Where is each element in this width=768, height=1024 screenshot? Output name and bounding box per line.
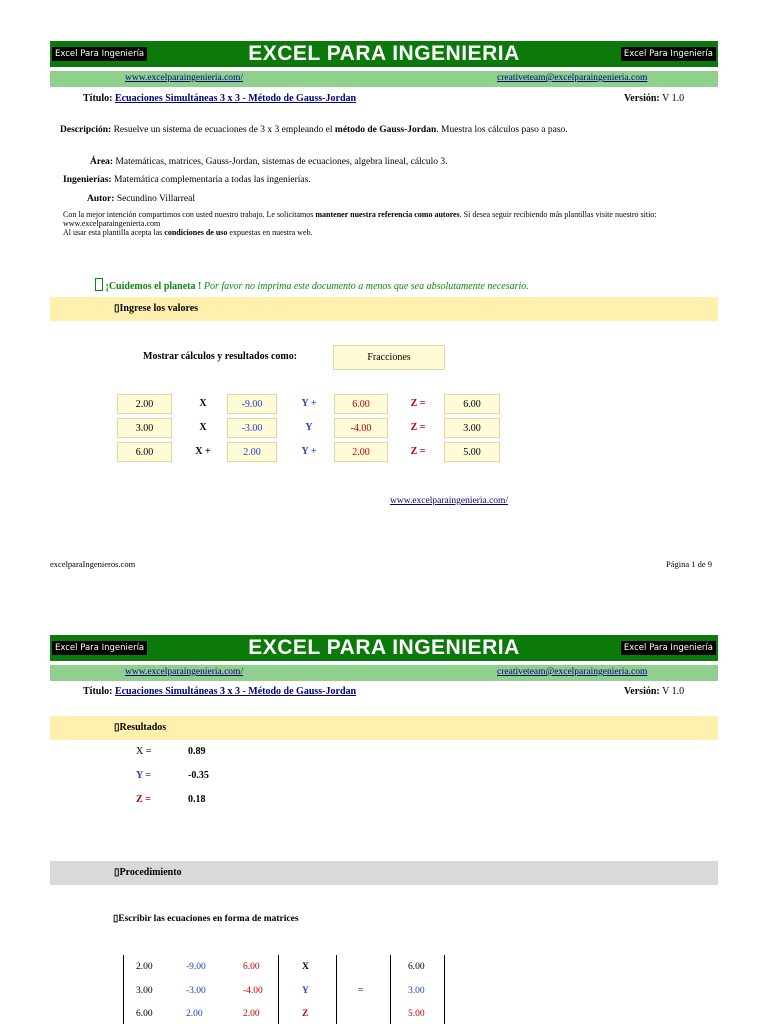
version-value-2: V 1.0: [662, 686, 685, 697]
matrix-bracket-mid: [278, 955, 279, 1024]
matrix-bracket-var: [336, 955, 337, 1024]
var-label-zl-1: Z =: [410, 398, 426, 409]
area-row: [90, 157, 448, 167]
area-value: Matemáticas, matrices, Gauss-Jordan, sistemas de ecuaciones, algebra lineal, cálculo 3.: [115, 157, 448, 167]
coef-input-d-2[interactable]: 3.00: [444, 418, 500, 438]
matrix-cell-d-1: 6.00: [408, 962, 425, 972]
ing-row: [63, 175, 311, 185]
banner-title-2: EXCEL PARA INGENIERIA: [248, 636, 520, 659]
coef-input-a-2[interactable]: 3.00: [117, 418, 172, 438]
coef-input-d-3[interactable]: 5.00: [444, 442, 500, 462]
matrix-cell-d-2: 3.00: [408, 986, 425, 996]
author-value: Secundino Villarreal: [116, 194, 195, 204]
version-row-2: [624, 686, 684, 697]
website-link-2[interactable]: www.excelparaingenieria.com/: [125, 667, 244, 677]
footer-page: Página 1 de 9: [666, 559, 713, 569]
show-as-select[interactable]: Fracciones: [333, 345, 445, 370]
section-procedure: [50, 861, 718, 885]
link-bar-2: [50, 665, 718, 681]
result-y-label: Y =: [136, 770, 152, 781]
matrix-cell-b-2: -3.00: [186, 986, 206, 996]
coef-input-a-1[interactable]: 2.00: [117, 394, 172, 414]
description-text: Resuelve un sistema de ecuaciones de 3 x 3 empleando el: [113, 125, 333, 135]
matrix-bracket-right: [444, 955, 445, 1024]
matrix-cell-v-2: Y: [302, 986, 309, 996]
badge-right-2: Excel Para Ingeniería: [621, 641, 716, 655]
planet-bold: ¡Cuidemos el planeta !: [105, 281, 202, 292]
result-z-label: Z =: [136, 794, 151, 805]
author-label: Autor:: [87, 194, 115, 204]
matrix-cell-c-2: -4.00: [243, 986, 263, 996]
var-label-yl-2: Y: [305, 422, 313, 433]
result-x-value: 0.89: [188, 746, 206, 757]
version-value: V 1.0: [662, 93, 685, 104]
section-procedure-label: ▯Procedimiento: [114, 867, 182, 878]
procedure-subtitle: ▯Escribir las ecuaciones en forma de matrices: [113, 914, 299, 924]
section-inputs: [50, 297, 718, 321]
header-banner: [50, 41, 718, 67]
area-label: Área:: [90, 157, 114, 167]
description-bold: método de Gauss-Jordan: [334, 125, 437, 135]
badge-left: Excel Para Ingeniería: [52, 47, 147, 61]
description-label: Descripción:: [60, 125, 112, 135]
email-link-2[interactable]: creativeteam@excelparaingenieria.com: [497, 667, 648, 677]
planet-italic: Por favor no imprima este documento a menos que sea absolutamente necesario.: [203, 281, 529, 292]
email-link[interactable]: creativeteam@excelparaingenieria.com: [497, 73, 648, 83]
matrix-cell-b-1: -9.00: [186, 962, 206, 972]
matrix-bracket-eq: [390, 955, 391, 1024]
coef-input-c-2[interactable]: -4.00: [334, 418, 388, 438]
notes: [63, 210, 723, 237]
badge-right: Excel Para Ingeniería: [621, 47, 716, 61]
coef-input-c-1[interactable]: 6.00: [334, 394, 388, 414]
matrix-cell-a-3: 6.00: [136, 1009, 153, 1019]
result-y-value: -0.35: [188, 770, 209, 781]
result-x-label: X =: [136, 746, 152, 757]
planet-note: [95, 278, 529, 292]
title-value: Ecuaciones Simultáneas 3 x 3 - Método de Gauss-Jordan: [114, 93, 357, 104]
coef-input-b-2[interactable]: -3.00: [227, 418, 277, 438]
version-row: [624, 93, 684, 104]
result-z-value: 0.18: [188, 794, 206, 805]
matrix-bracket-left: [123, 955, 124, 1024]
var-label-yl-1: Y +: [301, 398, 317, 409]
var-label-yl-3: Y +: [301, 446, 317, 457]
matrix-cell-c-3: 2.00: [243, 1009, 260, 1019]
coef-input-b-1[interactable]: -9.00: [227, 394, 277, 414]
var-label-zl-3: Z =: [410, 446, 426, 457]
var-label-xl-1: X: [199, 398, 207, 409]
show-label: Mostrar cálculos y resultados como:: [143, 351, 298, 362]
var-label-zl-2: Z =: [410, 422, 426, 433]
matrix-cell-d-3: 5.00: [408, 1009, 425, 1019]
website-link[interactable]: www.excelparaingenieria.com/: [125, 73, 244, 83]
title-label-2: Título:: [83, 686, 113, 697]
matrix-cell-b-3: 2.00: [186, 1009, 203, 1019]
title-row-2: [83, 686, 356, 697]
section-inputs-label: ▯Ingrese los valores: [114, 303, 199, 314]
title-row: [83, 93, 356, 104]
leaf-icon: [95, 278, 103, 291]
link-bar: [50, 71, 718, 87]
author-row: [87, 194, 195, 204]
var-label-xl-2: X: [199, 422, 207, 433]
section-results: [50, 716, 718, 740]
title-label: Título:: [83, 93, 113, 104]
note-line-1: Con la mejor intención compartimos con usted nuestro trabajo. Le solicitamos mantener nuestra referencia como autores. Si desea seguir recibiendo más plantillas visite nuestro sitio:: [63, 210, 657, 219]
var-label-xl-3: X +: [195, 446, 211, 457]
matrix-cell-eq-2: =: [358, 986, 364, 996]
version-label-2: Versión:: [624, 686, 660, 697]
coef-input-c-3[interactable]: 2.00: [334, 442, 388, 462]
title-value-2: Ecuaciones Simultáneas 3 x 3 - Método de Gauss-Jordan: [114, 686, 357, 697]
description: [60, 125, 720, 135]
coef-input-a-3[interactable]: 6.00: [117, 442, 172, 462]
ing-label: Ingenierías:: [63, 175, 112, 185]
coef-input-d-1[interactable]: 6.00: [444, 394, 500, 414]
matrix-cell-c-1: 6.00: [243, 962, 260, 972]
version-label: Versión:: [624, 93, 660, 104]
section-results-label: ▯Resultados: [114, 722, 167, 733]
matrix-cell-v-3: Z: [302, 1009, 309, 1019]
note-line-3: Al usar esta plantilla acepta las condiciones de uso expuestas en nuestra web.: [63, 228, 313, 237]
footer-website-link[interactable]: www.excelparaingenieria.com/: [390, 496, 509, 506]
ing-value: Matemática complementaria a todas las ingenierías.: [113, 175, 311, 185]
note-line-2: www.excelparaingenieria.com: [63, 219, 161, 228]
banner-title: EXCEL PARA INGENIERIA: [248, 42, 520, 65]
matrix-cell-a-1: 2.00: [136, 962, 153, 972]
description-end: . Muestra los cálculos paso a paso.: [436, 125, 568, 135]
matrix-cell-a-2: 3.00: [136, 986, 153, 996]
badge-left-2: Excel Para Ingeniería: [52, 641, 147, 655]
matrix-cell-v-1: X: [302, 962, 309, 972]
footer-left: excelparaIngenieros.com: [50, 559, 136, 569]
coef-input-b-3[interactable]: 2.00: [227, 442, 277, 462]
header-banner-2: [50, 635, 718, 661]
